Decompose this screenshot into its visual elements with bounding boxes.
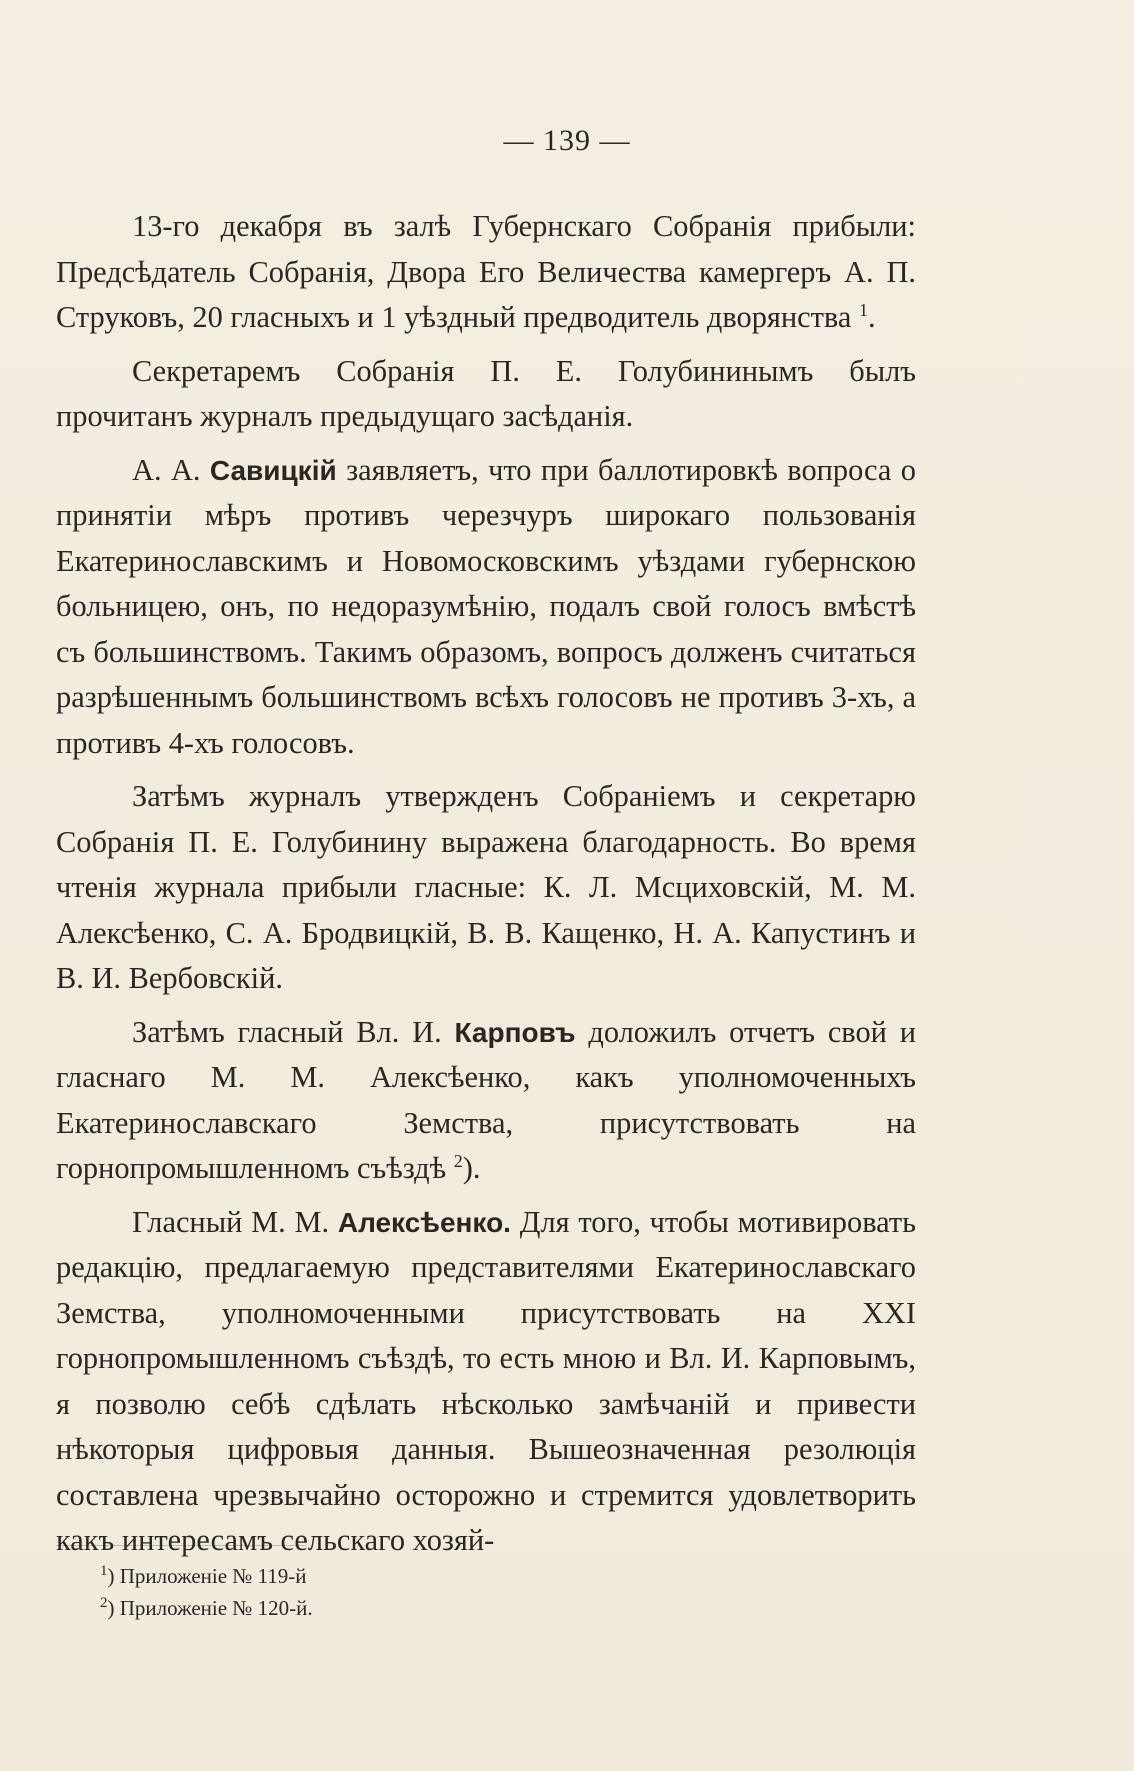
paragraph-text: Секретаремъ Собранія П. Е. Голубининымъ былъ прочитанъ журналъ предыдущаго засѣданія.: [56, 353, 916, 433]
speaker-name: Савицкій: [209, 454, 337, 486]
paragraph: [56, 774, 916, 1002]
paragraph-text: .: [867, 300, 876, 334]
footnote: [100, 1560, 313, 1592]
paragraph-text: А. А.: [132, 452, 201, 487]
footnote-divider: [56, 1545, 306, 1546]
paragraph: [56, 1010, 916, 1192]
paragraph-text: доложилъ отчетъ свой и гласнаго М. М. Алексѣенко, какъ уполномоченныхъ Екатеринославскаго Земства, присутствовать на горнопромышленномъ съѣздѣ: [56, 1014, 916, 1185]
speaker-name: Алексѣенко.: [337, 1206, 511, 1238]
footnote-mark: 2: [100, 1595, 108, 1611]
paragraph-text: Для того, чтобы мотивировать редакцію, предлагаемую представителями Екатеринославскаго Земства, уполномоченными присутствовать на XXI горнопромышленномъ съѣздѣ, то есть мною и Вл. И. Карповымъ, я позволю себѣ сдѣлать нѣсколько замѣчаній и привести нѣкоторыя цифровыя данныя. Вышеозначенная резолюція составлена чрезвычайно осторожно и стремится удовлетворить какъ интересамъ сельскаго хозяй-: [56, 1204, 916, 1557]
footnote: [100, 1592, 313, 1624]
footnote-ref: 1: [858, 299, 868, 320]
footnote-mark: 1: [100, 1563, 108, 1579]
footnote-text: ) Приложеніе № 119-й: [107, 1564, 307, 1588]
speaker-name: Карповъ: [454, 1016, 576, 1048]
footnote-text: ) Приложеніе № 120-й.: [107, 1596, 313, 1620]
paragraph: [56, 1200, 916, 1564]
paragraph: [56, 204, 916, 341]
paragraph: [56, 448, 916, 767]
paragraph-text: 13-го декабря въ залѣ Губернскаго Собранія прибыли: Предсѣдатель Собранія, Двора Его Величества камергеръ А. П. Струковъ, 20 гласныхъ и 1 уѣздный предводитель дворянства: [56, 209, 916, 334]
footnotes: [100, 1560, 313, 1624]
paragraph-text: Затѣмъ журналъ утвержденъ Собраніемъ и секретарю Собранія П. Е. Голубинину выражена благодарность. Во время чтенія журнала прибыли гласные: К. Л. Мсциховскій, М. М. Алексѣенко, С. А. Бродвицкій, В. В. Кащенко, Н. А. Капустинъ и В. И. Вербовскій.: [56, 779, 916, 995]
page-number: — 139 —: [503, 124, 631, 157]
paragraph-text: заявляетъ, что при баллотировкѣ вопроса о принятіи мѣръ противъ черезчуръ широкаго пользованія Екатеринославскимъ и Новомосковскимъ уѣздами губернскою больницею, онъ, по недоразумѣнію, подалъ свой голосъ вмѣстѣ съ большинствомъ. Такимъ образомъ, вопросъ долженъ считаться разрѣшеннымъ большинствомъ всѣхъ голосовъ не противъ 3-хъ, а противъ 4-хъ голосовъ.: [56, 452, 916, 760]
paragraph-text: Затѣмъ гласный Вл. И.: [132, 1014, 442, 1049]
footnote-ref: 2: [453, 1150, 463, 1171]
paragraph: [56, 349, 916, 440]
paragraph-text: Гласный М. М.: [132, 1204, 330, 1239]
body-text: [56, 204, 916, 1572]
paragraph-text: ).: [462, 1151, 481, 1185]
